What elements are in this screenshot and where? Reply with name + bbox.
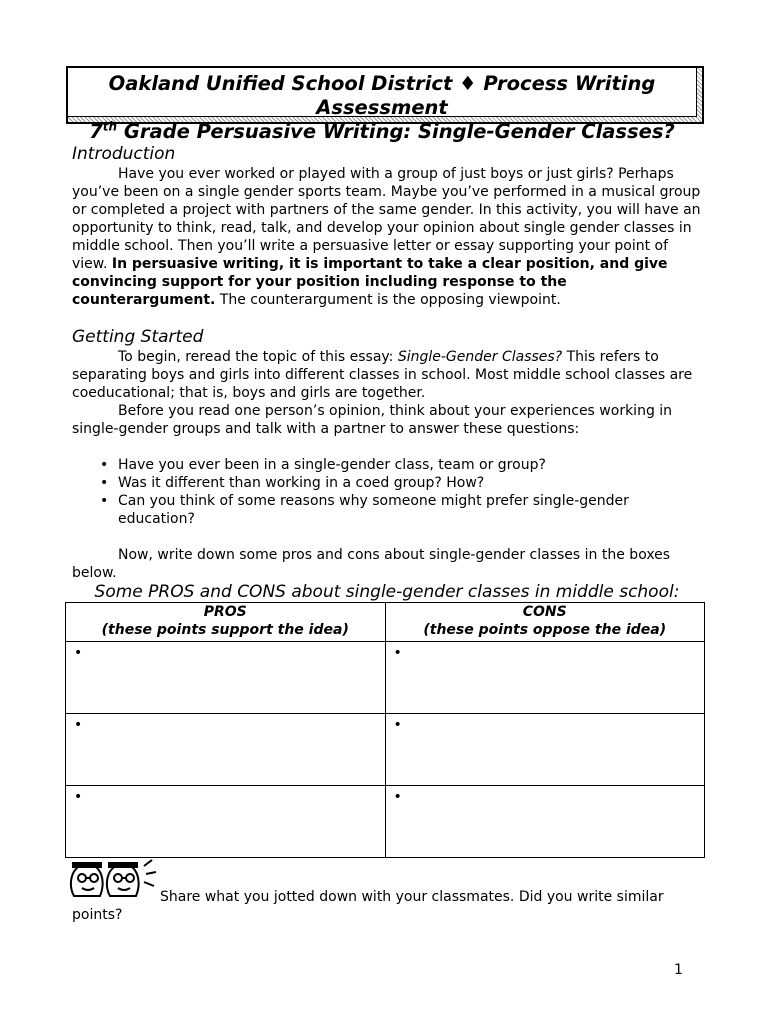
share-text: Share what you jotted down with your classmates. Did you write similar points?: [72, 889, 664, 923]
pros-header: PROS (these points support the idea): [66, 603, 386, 642]
cons-cell[interactable]: •: [385, 714, 705, 786]
cons-cell[interactable]: •: [385, 642, 705, 714]
pros-cons-title: Some PROS and CONS about single-gender classes in middle school:: [94, 582, 680, 602]
list-item: • Can you think of some reasons why someone might prefer single-gender education?: [100, 492, 660, 528]
introduction-paragraph: Have you ever worked or played with a group of just boys or just girls? Perhaps you’ve been on a single gender sports team. Maybe you’ve performed in a musical group or completed a project with partners of the same gender. In this activity, you will have an opportunity to think, read, talk, and develop your opinion about single gender classes in middle school. Then you’ll write a persuasive letter or essay supporting your point of view. In persuasive writing, it is important to take a clear position, and give convincing support for your position including response to the counterargument. The counterargument is the opposing viewpoint.: [72, 166, 701, 308]
cons-header: CONS (these points oppose the idea): [385, 603, 705, 642]
pros-cell[interactable]: •: [66, 642, 386, 714]
pros-cons-table: [65, 602, 705, 858]
table-row: [66, 714, 705, 786]
question-list: [100, 456, 660, 528]
title-box: [66, 66, 704, 143]
title-line-2: 7th Grade Persuasive Writing: Single-Gender Classes?: [89, 119, 675, 143]
page-number: 1: [674, 962, 683, 978]
list-item: • Was it different than working in a coed group? How?: [100, 474, 660, 492]
getting-started-heading: Getting Started: [72, 327, 204, 347]
cons-cell[interactable]: •: [385, 786, 705, 858]
title-line-1: Oakland Unified School District ♦ Process Writing Assessment: [108, 72, 656, 119]
table-header-row: [66, 603, 705, 642]
table-row: [66, 786, 705, 858]
getting-started-paragraph-2: Before you read one person’s opinion, think about your experiences working in single-gender groups and talk with a partner to answer these questions:: [72, 403, 673, 437]
table-row: [66, 642, 705, 714]
pros-cell[interactable]: •: [66, 714, 386, 786]
list-item: • Have you ever been in a single-gender class, team or group?: [100, 456, 660, 474]
introduction-heading: Introduction: [72, 144, 176, 164]
page-title: [68, 68, 697, 143]
getting-started-paragraph-1: To begin, reread the topic of this essay: Single-Gender Classes? This refers to separating boys and girls into different classes in school. Most middle school classes are coeducational; that is, boys and girls are together.: [72, 349, 693, 401]
essay-topic: Single-Gender Classes?: [397, 349, 563, 365]
instruction-text: Now, write down some pros and cons about single-gender classes in the boxes below.: [72, 547, 671, 581]
pros-cell[interactable]: •: [66, 786, 386, 858]
persuasive-note: In persuasive writing, it is important to take a clear position, and give convincing support for your position including response to the counterargument.: [72, 256, 668, 308]
